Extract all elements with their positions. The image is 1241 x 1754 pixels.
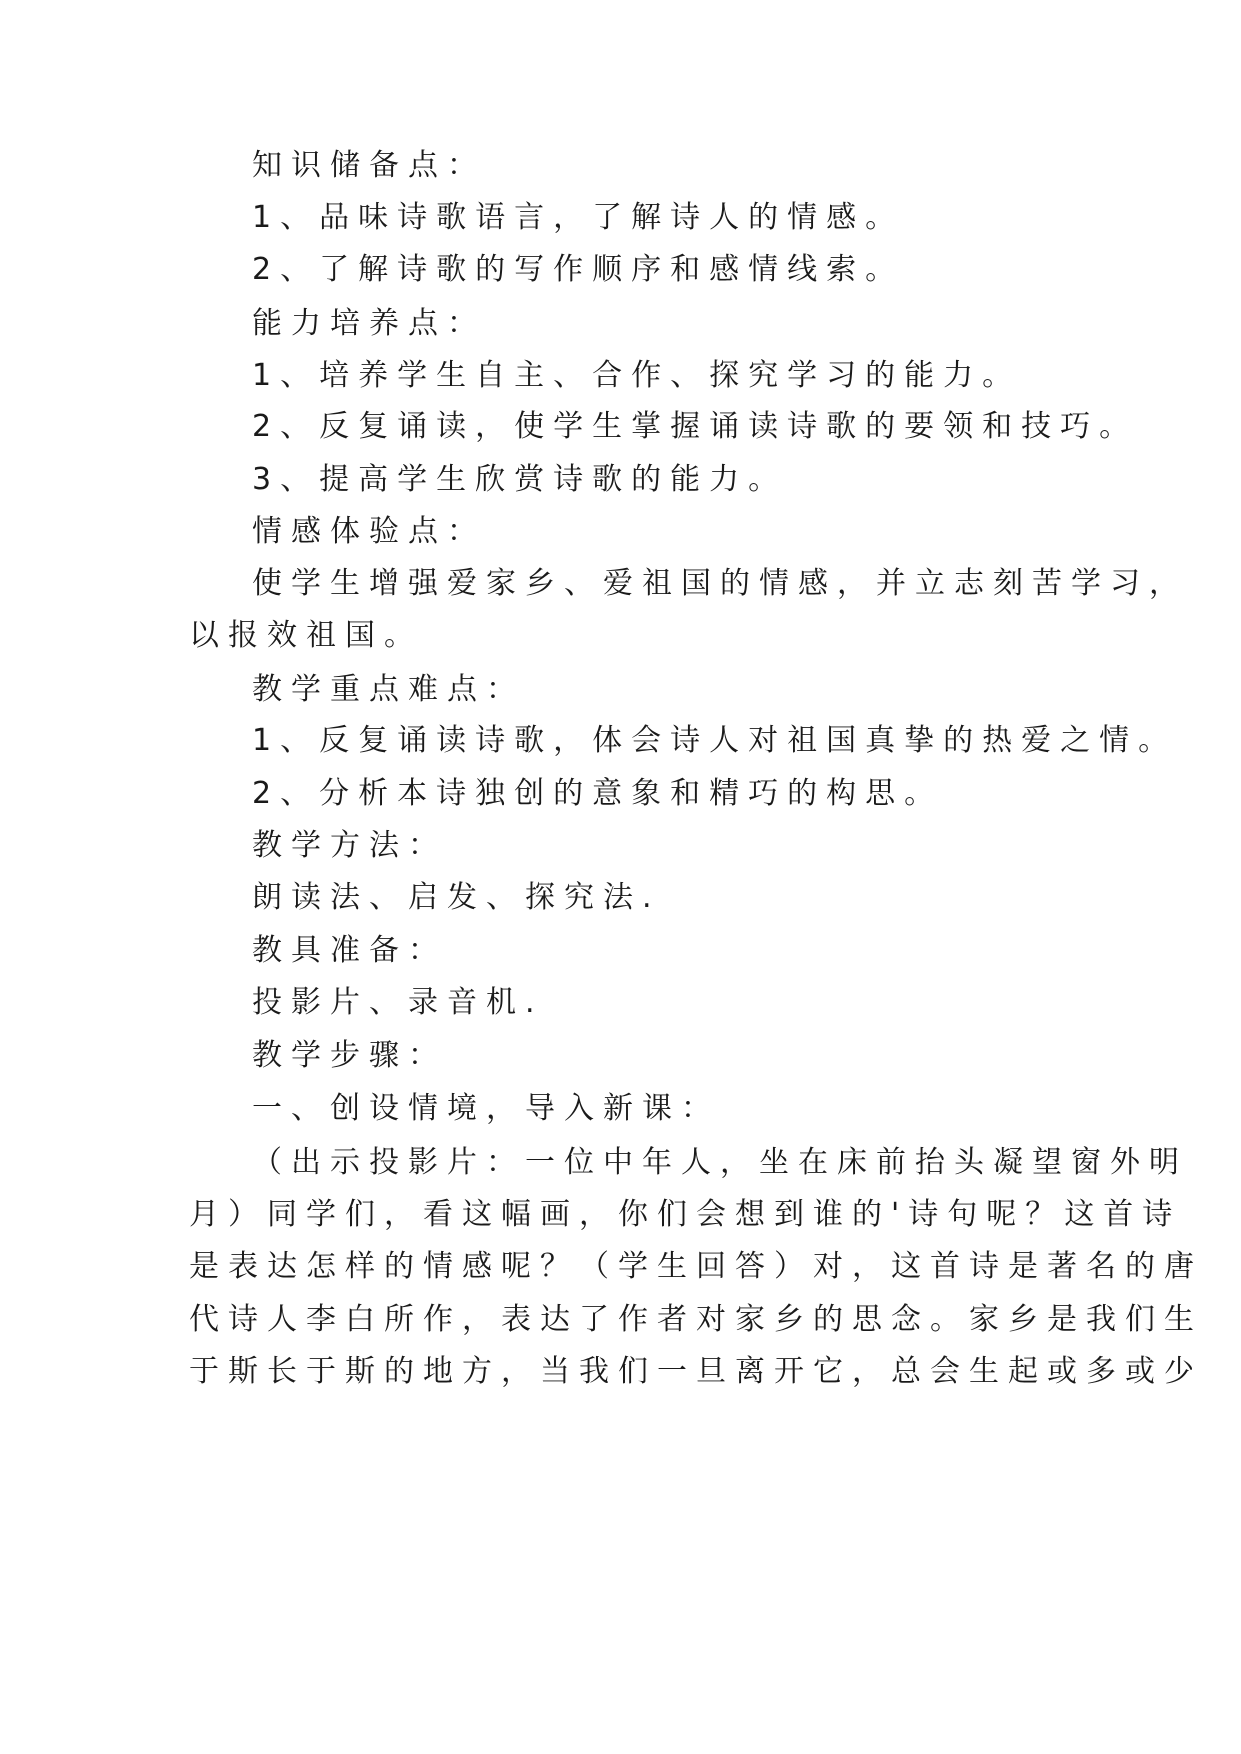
paragraph-line: 是表达怎样的情感呢？（学生回答）对，这首诗是著名的唐 <box>189 1249 1203 1284</box>
paragraph-line: 1、培养学生自主、合作、探究学习的能力。 <box>252 358 1022 393</box>
paragraph-line: （出示投影片：一位中年人，坐在床前抬头凝望窗外明 <box>252 1145 1188 1180</box>
heading-emotion-points: 情感体验点： <box>252 514 486 549</box>
heading-key-difficulties: 教学重点难点： <box>252 672 525 707</box>
heading-teaching-steps: 教学步骤： <box>252 1038 447 1073</box>
paragraph-line: 2、分析本诗独创的意象和精巧的构思。 <box>252 776 944 811</box>
section-heading: 一、创设情境，导入新课： <box>252 1091 720 1126</box>
paragraph-line: 代诗人李白所作，表达了作者对家乡的思念。家乡是我们生 <box>189 1302 1203 1337</box>
paragraph-line: 月）同学们，看这幅画，你们会想到谁的'诗句呢？这首诗 <box>189 1197 1182 1232</box>
paragraph-line: 1、品味诗歌语言，了解诗人的情感。 <box>252 200 905 235</box>
heading-ability-points: 能力培养点： <box>252 306 486 341</box>
heading-teaching-aids: 教具准备： <box>252 933 447 968</box>
paragraph-line: 2、了解诗歌的写作顺序和感情线索。 <box>252 252 905 287</box>
paragraph-line: 以报效祖国。 <box>189 618 423 653</box>
heading-knowledge-points: 知识储备点： <box>252 148 486 183</box>
paragraph-line: 1、反复诵读诗歌，体会诗人对祖国真挚的热爱之情。 <box>252 723 1178 758</box>
paragraph-line: 于斯长于斯的地方，当我们一旦离开它，总会生起或多或少 <box>189 1354 1203 1389</box>
paragraph-line: 朗读法、启发、探究法. <box>252 880 661 915</box>
paragraph-line: 3、提高学生欣赏诗歌的能力。 <box>252 462 788 497</box>
paragraph-line: 2、反复诵读，使学生掌握诵读诗歌的要领和技巧。 <box>252 409 1139 444</box>
paragraph-line: 投影片、录音机. <box>252 985 544 1020</box>
paragraph-line: 使学生增强爱家乡、爱祖国的情感，并立志刻苦学习， <box>252 566 1188 601</box>
heading-teaching-methods: 教学方法： <box>252 828 447 863</box>
